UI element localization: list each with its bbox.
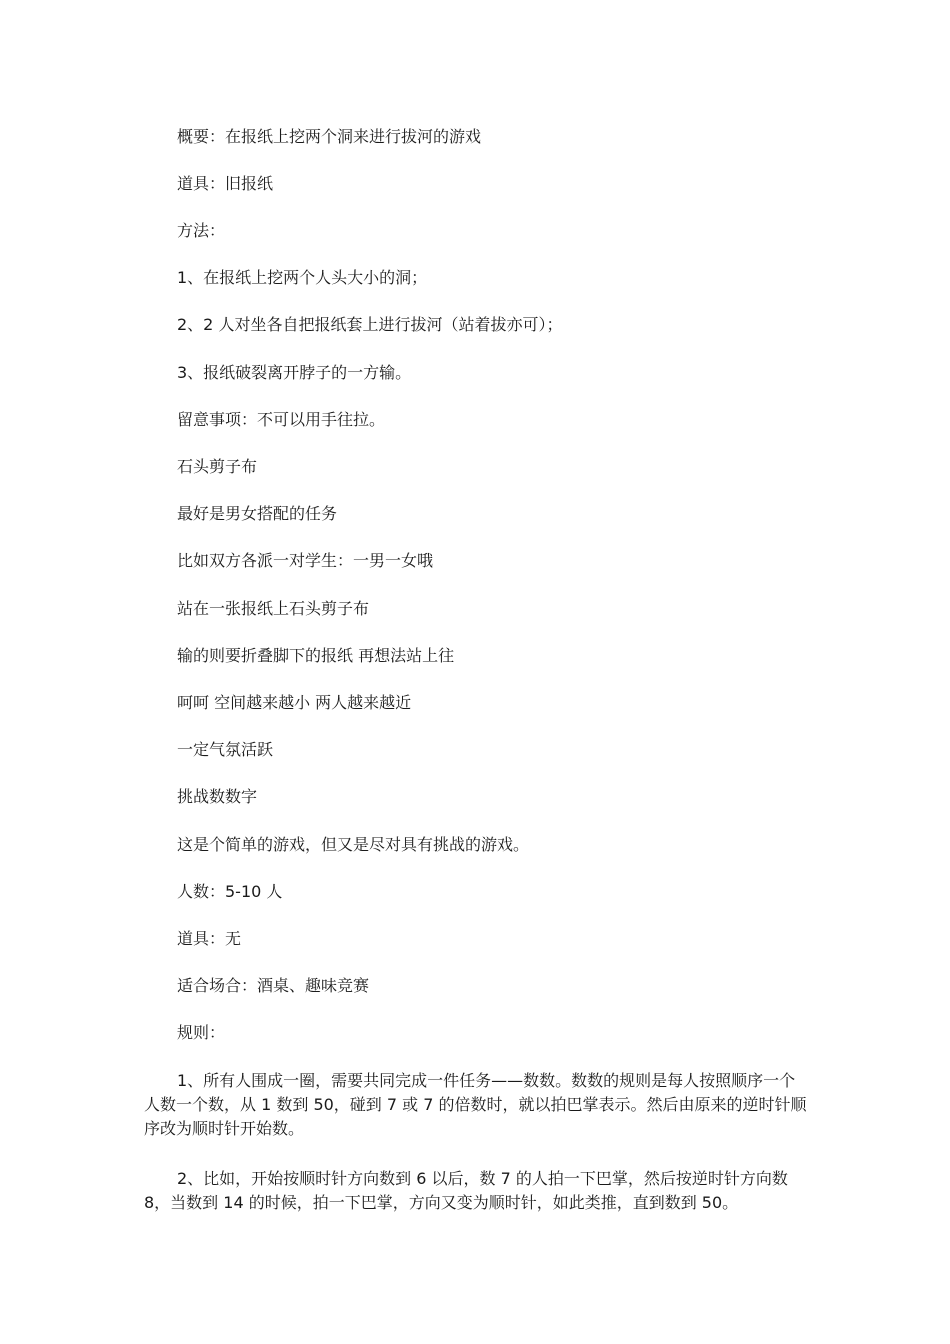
paragraph-step-1: 1、在报纸上挖两个人头大小的洞； — [177, 268, 428, 287]
paragraph-method-heading: 方法： — [177, 221, 226, 240]
paragraph-rps-2: 比如双方各派一对学生：一男一女哦 — [177, 551, 434, 570]
paragraph-rps-4: 输的则要折叠脚下的报纸 再想法站上往 — [177, 646, 455, 665]
paragraph-count-props: 道具：无 — [177, 929, 242, 948]
paragraph-count-intro: 这是个简单的游戏，但又是尽对具有挑战的游戏。 — [177, 835, 530, 854]
paragraph-rps-heading: 石头剪子布 — [177, 457, 258, 476]
paragraph-notes: 留意事项：不可以用手往拉。 — [177, 410, 386, 429]
paragraph-step-2: 2、2 人对坐各自把报纸套上进行拔河（站着拔亦可）； — [177, 315, 563, 334]
paragraph-rps-5: 呵呵 空间越来越小 两人越来越近 — [177, 693, 412, 712]
paragraph-props: 道具：旧报纸 — [177, 174, 274, 193]
paragraph-summary: 概要：在报纸上挖两个洞来进行拔河的游戏 — [177, 127, 482, 146]
paragraph-rps-1: 最好是男女搭配的任务 — [177, 504, 338, 523]
paragraph-count-heading: 挑战数数字 — [177, 787, 258, 806]
paragraph-rule-1: 1、所有人围成一圈，需要共同完成一件任务——数数。数数的规则是每人按照顺序一个人数一个数，从 1 数到 50，碰到 7 或 7 的倍数时，就以拍巴掌表示。然后由原来的逆时针顺序改为顺时针开始数。 — [144, 1071, 807, 1138]
paragraph-rule-2: 2、比如，开始按顺时针方向数到 6 以后，数 7 的人拍一下巴掌，然后按逆时针方向数 8，当数到 14 的时候，拍一下巴掌，方向又变为顺时针，如此类推，直到数到 50。 — [144, 1169, 788, 1212]
paragraph-rps-6: 一定气氛活跃 — [177, 740, 274, 759]
paragraph-rules-heading: 规则： — [177, 1023, 226, 1042]
paragraph-count-occasion: 适合场合：酒桌、趣味竞赛 — [177, 976, 370, 995]
paragraph-rps-3: 站在一张报纸上石头剪子布 — [177, 599, 370, 618]
paragraph-step-3: 3、报纸破裂离开脖子的一方输。 — [177, 363, 412, 382]
paragraph-count-players: 人数：5-10 人 — [177, 882, 283, 901]
